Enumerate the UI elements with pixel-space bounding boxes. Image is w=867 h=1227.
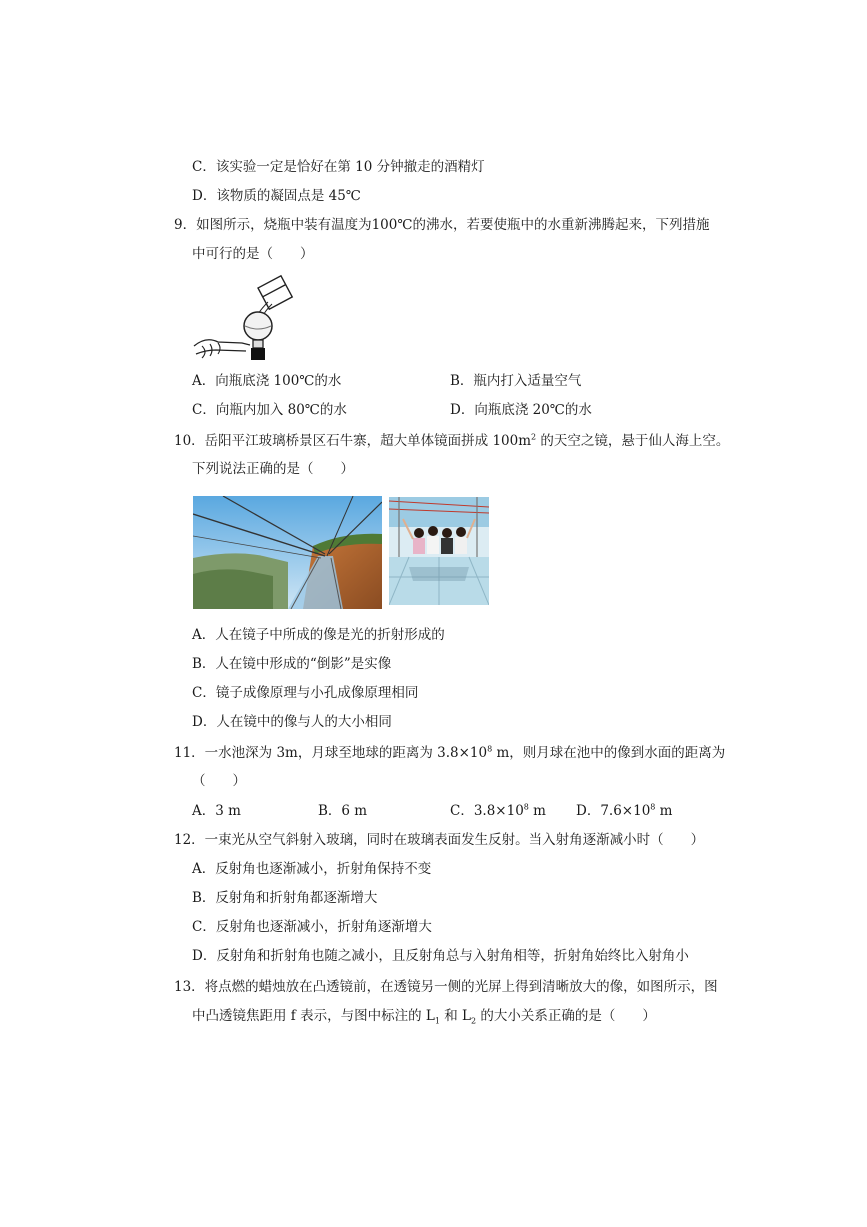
- q12-stem: 12．一束光从空气斜射入玻璃，同时在玻璃表面发生反射。当入射角逐渐减小时（ ）: [174, 832, 705, 848]
- glass-bridge-photo: [193, 496, 382, 609]
- q12-option-c: C．反射角也逐渐减小，折射角逐渐增大: [192, 919, 432, 935]
- q11-option-d: D．$7.6\times 10^8$ m: [576, 802, 673, 819]
- q11-option-b: B．6 m: [318, 803, 368, 819]
- q9-option-c: C．向瓶内加入 80℃的水: [192, 402, 347, 418]
- q8-option-d: D．该物质的凝固点是 45℃: [192, 188, 361, 204]
- q9-stem-line2: 中可行的是（ ）: [192, 246, 314, 262]
- q10-stem-line1: 10．岳阳平江玻璃桥景区石牛寨，超大单体镜面拼成 $100m^2$ 的天空之镜，悬于仙人海上空。: [174, 432, 730, 449]
- q10-option-d: D．人在镜中的像与人的大小相同: [192, 714, 392, 730]
- q11-stem-line1: 11．一水池深为 3m，月球至地球的距离为 $3.8\times 10^8$ m，则月球在池中的像到水面的距离为: [174, 744, 726, 761]
- q9-option-a: A．向瓶底浇 100℃的水: [192, 373, 342, 389]
- q12-option-d: D．反射角和折射角也随之减小，且反射角总与入射角相等，折射角始终比入射角小: [192, 948, 689, 964]
- q8-option-c: C．该实验一定是恰好在第 10 分钟撤走的酒精灯: [192, 159, 485, 175]
- q13-stem-line2: 中凸透镜焦距用 f 表示，与图中标注的 $L_1$ 和 $L_2$ 的大小关系正确的是（ ）: [192, 1008, 656, 1026]
- q11-option-a: A．3 m: [192, 803, 241, 819]
- q10-option-b: B．人在镜中形成的“倒影”是实像: [192, 656, 392, 672]
- people-on-glass-photo: [389, 497, 489, 605]
- q9-stem-line1: 9．如图所示，烧瓶中装有温度为100℃的沸水，若要使瓶中的水重新沸腾起来，下列措施: [174, 217, 710, 233]
- q11-option-c: C．$3.8\times 10^8$ m: [450, 802, 546, 819]
- q13-stem-line1: 13．将点燃的蜡烛放在凸透镜前，在透镜另一侧的光屏上得到清晰放大的像，如图所示，图: [174, 979, 718, 995]
- q12-option-b: B．反射角和折射角都逐渐增大: [192, 890, 378, 906]
- q10-stem-line2: 下列说法正确的是（ ）: [192, 461, 354, 477]
- q9-option-b: B．瓶内打入适量空气: [450, 373, 582, 389]
- flask-pouring-figure: [192, 272, 304, 364]
- q11-stem-line2: （ ）: [192, 773, 246, 789]
- q10-option-a: A．人在镜子中所成的像是光的折射形成的: [192, 627, 445, 643]
- q9-option-d: D．向瓶底浇 20℃的水: [450, 402, 592, 418]
- q12-option-a: A．反射角也逐渐减小，折射角保持不变: [192, 861, 432, 877]
- q10-option-c: C．镜子成像原理与小孔成像原理相同: [192, 685, 419, 701]
